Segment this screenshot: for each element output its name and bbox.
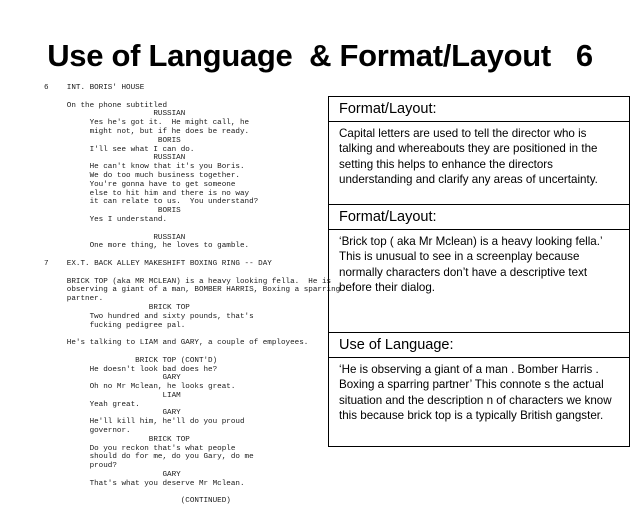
screenplay-line: Yes I understand. — [44, 215, 168, 224]
screenplay-excerpt — [44, 84, 341, 506]
screenplay-line: RUSSIAN — [44, 233, 186, 242]
screenplay-line: RUSSIAN — [44, 154, 186, 163]
screenplay-line: He'll kill him, he'll do you proud — [44, 418, 245, 427]
screenplay-line: Two hundred and sixty pounds, that's — [44, 312, 254, 321]
screenplay-line: BORIS — [44, 136, 181, 145]
screenplay-line: GARY — [44, 409, 181, 418]
screenplay-line: LIAM — [44, 391, 181, 400]
screenplay-line: He doesn't look bad does he? — [44, 365, 218, 374]
screenplay-line: BRICK TOP — [44, 435, 190, 444]
screenplay-line: RUSSIAN — [44, 110, 186, 119]
screenplay-line: observing a giant of a man, BOMBER HARRIS, Boxing a sparring — [44, 286, 341, 295]
analysis-heading-language: Use of Language: — [329, 333, 629, 358]
screenplay-line: partner. — [44, 295, 104, 304]
screenplay-line — [44, 269, 322, 278]
screenplay-line: 6 INT. BORIS' HOUSE — [44, 84, 145, 92]
screenplay-line: That's what you deserve Mr Mclean. — [44, 479, 245, 488]
screenplay-line: 7 EX.T. BACK ALLEY MAKESHIFT BOXING RING -- DAY — [44, 259, 272, 268]
analysis-table — [328, 96, 630, 447]
screenplay-line — [44, 225, 322, 234]
screenplay-line: On the phone subtitled — [44, 101, 168, 110]
screenplay-line: He's talking to LIAM and GARY, a couple of employees. — [44, 339, 309, 348]
screenplay-line — [44, 251, 322, 260]
screenplay-line: BORIS — [44, 207, 181, 216]
screenplay-line: One more thing, he loves to gamble. — [44, 242, 250, 251]
analysis-heading-format-2: Format/Layout: — [329, 205, 629, 230]
analysis-text-format-1: Capital letters are used to tell the director who is talking and whereabouts they are positioned in the setting this helps to enhance the directors understanding and clarify any areas of uncertainty. — [329, 122, 629, 205]
screenplay-line: Yeah great. — [44, 400, 140, 409]
screenplay-line: He can't know that it's you Boris. — [44, 163, 245, 172]
screenplay-line: it can relate to us. You understand? — [44, 198, 259, 207]
screenplay-line: BRICK TOP (aka MR MCLEAN) is a heavy looking fella. He is — [44, 277, 332, 286]
screenplay-line — [44, 489, 322, 498]
screenplay-line — [44, 348, 322, 357]
screenplay-line: You're gonna have to get someone — [44, 180, 236, 189]
analysis-text-language: ‘He is observing a giant of a man . Bomber Harris . Boxing a sparring partner’ This connote s the actual situation and the description n of characters we know this because brick top is a typically British gangster. — [329, 358, 629, 447]
analysis-heading-format-1: Format/Layout: — [329, 97, 629, 122]
screenplay-line: governor. — [44, 427, 131, 436]
screenplay-line: GARY — [44, 471, 181, 480]
screenplay-line: BRICK TOP (CONT'D) — [44, 356, 218, 365]
screenplay-line: BRICK TOP — [44, 303, 190, 312]
screenplay-line: I'll see what I can do. — [44, 145, 195, 154]
screenplay-line: Oh no Mr Mclean, he looks great. — [44, 383, 236, 392]
screenplay-line: GARY — [44, 374, 181, 383]
screenplay-line: (CONTINUED) — [44, 497, 231, 506]
slide-title: Use of Language & Format/Layout 6 — [47, 38, 593, 73]
screenplay-line: should do for me, do you Gary, do me — [44, 453, 254, 462]
screenplay-line: might not, but if he does be ready. — [44, 127, 250, 136]
analysis-text-format-2: ‘Brick top ( aka Mr Mclean) is a heavy looking fella.’ This is unusual to see in a screenplay because normally characters don’t have a descriptive text before their dialog. — [329, 230, 629, 333]
screenplay-line: proud? — [44, 462, 117, 471]
screenplay-line: else to hit him and there is no way — [44, 189, 250, 198]
screenplay-line — [44, 330, 322, 339]
screenplay-line: fucking pedigree pal. — [44, 321, 186, 330]
screenplay-line: We do too much business together. — [44, 171, 240, 180]
screenplay-line — [44, 93, 322, 102]
screenplay-line: Yes he's got it. He might call, he — [44, 119, 250, 128]
screenplay-line: Do you reckon that's what people — [44, 444, 236, 453]
